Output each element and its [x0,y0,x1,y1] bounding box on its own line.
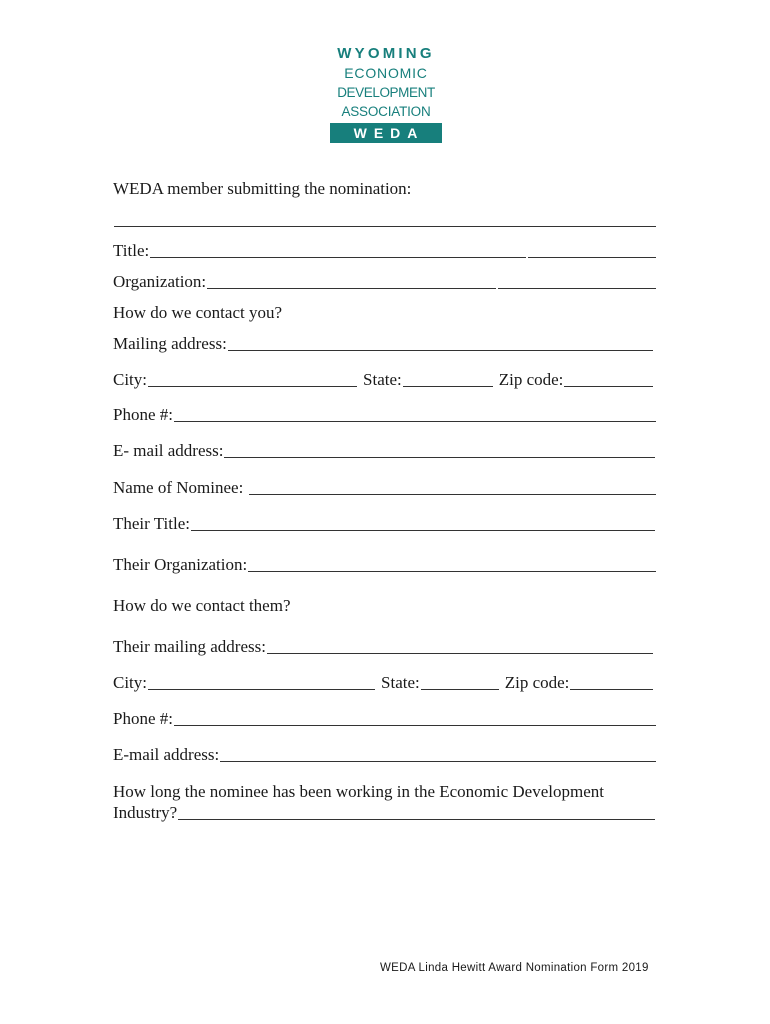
logo-wyoming: WYOMING [337,45,435,62]
their-mailing-field[interactable] [267,649,653,654]
zip-label: Zip code: [498,370,564,389]
their-mailing-label: Their mailing address: [113,637,266,656]
city-label-2: City: [113,673,148,692]
zip-field[interactable] [564,382,653,387]
email-row-2 [113,742,657,766]
state-label-2: State: [381,673,420,692]
phone-field-2[interactable] [174,721,656,726]
nominee-name-row [113,475,657,499]
city-state-zip-row [113,367,657,391]
their-organization-row [113,552,657,576]
title-field[interactable] [150,253,526,258]
email-label: E- mail address: [113,441,224,460]
city-field-2[interactable] [148,685,375,690]
city-label: City: [113,370,148,389]
title-label: Title: [113,241,150,260]
mailing-address-row [113,331,657,355]
nominee-name-label: Name of Nominee: [113,478,244,497]
title-extra-field[interactable] [528,253,656,258]
organization-row [113,269,657,293]
tenure-question-cont: Industry? [113,803,178,822]
organization-field[interactable] [207,284,496,289]
tenure-row-2 [113,800,657,824]
city-field[interactable] [148,382,357,387]
contact-them-heading: How do we contact them? [113,596,291,615]
title-row [113,238,657,262]
form-footer: WEDA Linda Hewitt Award Nomination Form 2019 [380,962,649,974]
their-mailing-row [113,634,657,658]
their-organization-field[interactable] [248,567,656,572]
their-title-label: Their Title: [113,514,190,533]
their-title-row [113,511,657,535]
tenure-question: How long the nominee has been working in the Economic Development [113,782,604,801]
phone-label: Phone #: [113,405,173,424]
member-name-row [113,207,657,231]
email-field[interactable] [224,453,655,458]
state-field-2[interactable] [421,685,499,690]
email-row [113,438,657,462]
member-name-field[interactable] [114,222,656,227]
city-state-zip-row-2 [113,670,657,694]
logo-development: DEVELOPMENT [337,85,435,100]
email-label-2: E-mail address: [113,745,220,764]
phone-field[interactable] [174,417,656,422]
intro-label: WEDA member submitting the nomination: [113,179,412,198]
tenure-field[interactable] [178,815,655,820]
logo-weda-band: WEDA [330,123,442,143]
phone-row [113,402,657,426]
contact-you-heading: How do we contact you? [113,303,283,322]
state-label: State: [363,370,402,389]
weda-logo [330,44,442,143]
intro-row [113,176,657,200]
nominee-name-field[interactable] [249,490,656,495]
mailing-address-field[interactable] [228,346,653,351]
state-field[interactable] [403,382,493,387]
logo-economic: ECONOMIC [344,65,428,81]
organization-label: Organization: [113,272,207,291]
zip-label-2: Zip code: [504,673,570,692]
their-title-field[interactable] [191,526,655,531]
phone-row-2 [113,706,657,730]
email-field-2[interactable] [220,757,656,762]
logo-association: ASSOCIATION [341,104,431,119]
their-organization-label: Their Organization: [113,555,248,574]
phone-label-2: Phone #: [113,709,173,728]
mailing-address-label: Mailing address: [113,334,227,353]
zip-field-2[interactable] [570,685,653,690]
contact-you-row [113,300,657,324]
organization-extra-field[interactable] [498,284,656,289]
contact-them-row [113,593,657,617]
